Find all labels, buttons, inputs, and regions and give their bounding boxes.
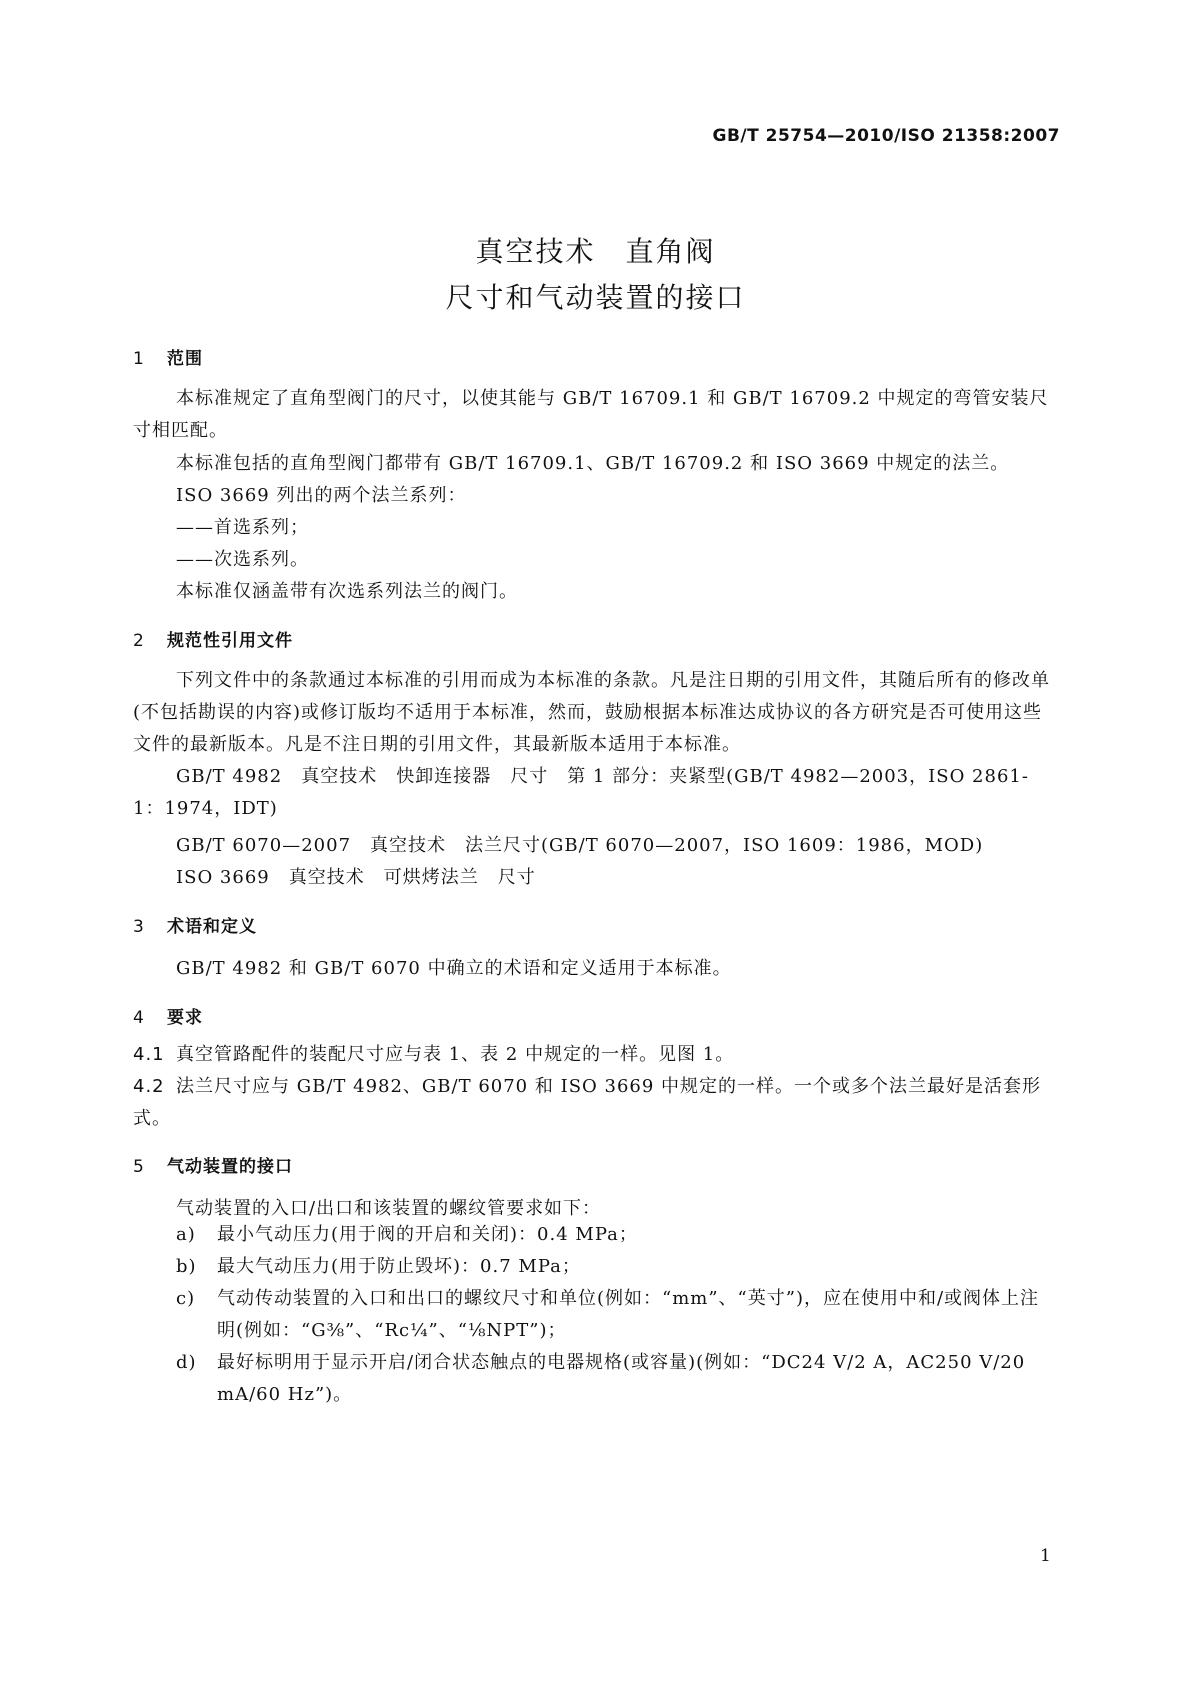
title-line-2: 尺寸和气动装置的接口 [445,281,746,314]
section-title: 术语和定义 [167,917,257,937]
clause-number: 4.1 [133,1044,165,1065]
section-number: 4 [133,1008,144,1028]
list-item-b [176,1251,1056,1283]
section-title: 要求 [167,1008,203,1028]
list-item-label: a) [176,1224,196,1245]
section-number: 2 [133,631,144,651]
section-1-paragraph-2: 本标准包括的直角型阀门都带有 GB/T 16709.1、GB/T 16709.2 和 ISO 3669 中规定的法兰。 [176,453,1010,474]
section-1-paragraph-3: ISO 3669 列出的两个法兰系列： [176,485,467,506]
section-2-paragraph-1: 下列文件中的条款通过本标准的引用而成为本标准的条款。凡是注日期的引用文件，其随后所有的修改单(不包括勘误的内容)或修订版均不适用于本标准，然而，鼓励根据本标准达成协议的各方研究是否可使用这些文件的最新版本。凡是不注日期的引用文件，其最新版本适用于本标准。 [133,670,1050,755]
reference-iso3669: ISO 3669 真空技术 可烘烤法兰 尺寸 [176,867,536,888]
section-5-heading [133,1152,293,1177]
reference-gbt6070: GB/T 6070—2007 真空技术 法兰尺寸(GB/T 6070—2007，ISO 1609：1986，MOD) [176,835,984,856]
section-2-heading [133,626,293,651]
section-title: 范围 [167,349,203,369]
section-number: 1 [133,349,144,369]
list-item-a [176,1219,1056,1251]
section-title: 气动装置的接口 [167,1157,293,1177]
list-item-c [176,1283,1056,1347]
clause-text: 法兰尺寸应与 GB/T 4982、GB/T 6070 和 ISO 3669 中规定的一样。一个或多个法兰最好是活套形式。 [133,1076,1042,1129]
list-item-label: d) [176,1352,197,1373]
section-1-heading [133,344,203,369]
clause-number: 4.2 [133,1076,165,1097]
section-1-list-item-1: ——首选系列； [176,517,309,538]
clause-text: 真空管路配件的装配尺寸应与表 1、表 2 中规定的一样。见图 1。 [176,1044,735,1065]
list-item-text: 最好标明用于显示开启/闭合状态触点的电器规格(或容量)(例如：“DC24 V/2 A，AC250 V/20 mA/60 Hz”)。 [217,1352,1026,1405]
section-3-paragraph-1: GB/T 4982 和 GB/T 6070 中确立的术语和定义适用于本标准。 [176,958,732,979]
section-number: 3 [133,917,144,937]
list-item-label: b) [176,1256,197,1277]
reference-gbt4982: GB/T 4982 真空技术 快卸连接器 尺寸 第 1 部分：夹紧型(GB/T 4982—2003，ISO 2861-1：1974，IDT) [133,766,1029,819]
section-4-heading [133,1003,203,1028]
clause-4-2 [133,1071,1058,1135]
list-item-label: c) [176,1288,196,1309]
list-item-text: 最大气动压力(用于防止毁坏)：0.7 MPa； [217,1256,581,1277]
section-1-list-item-2: ——次选系列。 [176,549,309,570]
section-number: 5 [133,1157,144,1177]
page-number: 1 [1040,1546,1051,1566]
clause-4-1 [133,1039,1058,1071]
section-1-paragraph-1: 本标准规定了直角型阀门的尺寸，以使其能与 GB/T 16709.1 和 GB/T 16709.2 中规定的弯管安装尺寸相匹配。 [133,388,1049,441]
list-item-d [176,1347,1056,1411]
title-line-1: 真空技术 直角阀 [475,235,716,268]
list-item-text: 气动传动装置的入口和出口的螺纹尺寸和单位(例如：“mm”、“英寸”)，应在使用中和/或阀体上注明(例如：“G⅜”、“Rc¼”、“⅛NPT”)； [217,1288,1040,1341]
section-3-heading [133,912,257,937]
standard-code: GB/T 25754—2010/ISO 21358:2007 [712,126,1060,146]
list-item-text: 最小气动压力(用于阀的开启和关闭)：0.4 MPa； [217,1224,638,1245]
section-5-intro: 气动装置的入口/出口和该装置的螺纹管要求如下： [176,1198,602,1219]
section-1-paragraph-4: 本标准仅涵盖带有次选系列法兰的阀门。 [176,581,518,602]
section-title: 规范性引用文件 [167,631,293,651]
